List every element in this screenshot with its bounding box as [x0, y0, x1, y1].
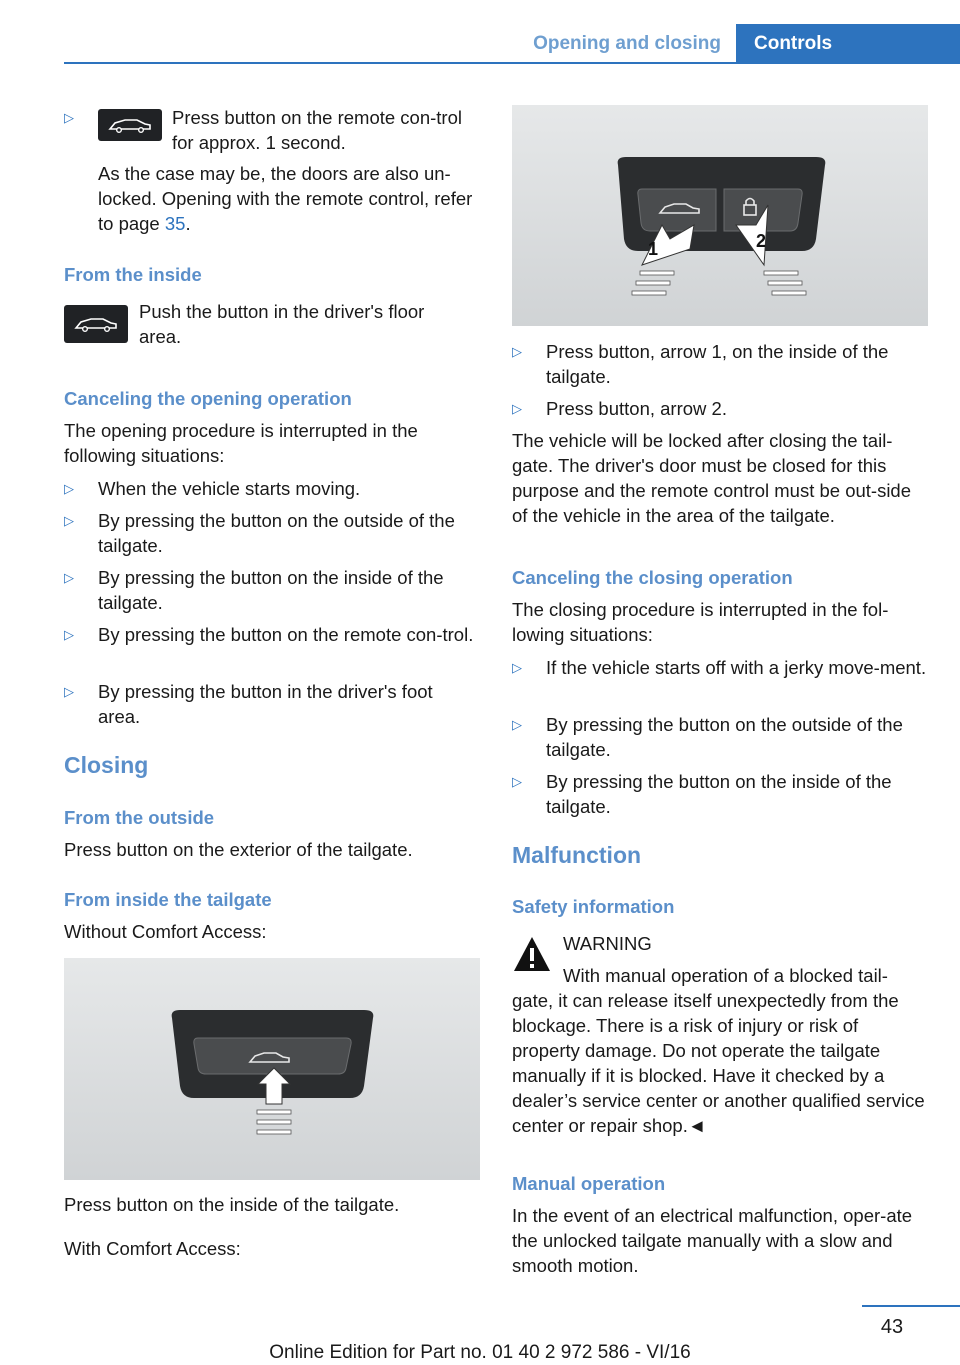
page-number: 43: [880, 1316, 904, 1338]
list-item: [512, 396, 927, 421]
tailgate-text: Without Comfort Access:: [64, 921, 267, 942]
header-section-title: Opening and closing: [533, 32, 721, 54]
page-link[interactable]: 35: [164, 213, 186, 234]
malfunction-heading: Malfunction: [512, 842, 642, 868]
list-item-text: By pressing the button on the inside of the tailgate.: [546, 771, 892, 817]
bullet-triangle-icon: ▷: [64, 684, 74, 699]
cancel-opening-intro: The opening procedure is interrupted in the following situations:: [64, 420, 418, 466]
car-tailgate-icon: [64, 305, 128, 343]
list-item: [64, 679, 479, 729]
lock-text: The vehicle will be locked after closing the tail-gate. The driver's door must be closed for this purpose and the remote control must be out-side of the vehicle in the area of the tailgate.: [512, 430, 912, 526]
list-item: [64, 476, 479, 501]
list-item-text: By pressing the button on the remote con-trol.: [98, 624, 474, 645]
tailgate-button-photo: [64, 958, 480, 1180]
list-item-text: By pressing the button on the inside of the tailgate.: [98, 567, 444, 613]
outside-heading: From the outside: [64, 807, 215, 828]
list-item: [64, 565, 479, 615]
bullet-triangle-icon: ▷: [512, 344, 522, 359]
footer-edition: Online Edition for Part no. 01 40 2 972 586 - VI/16: [269, 1342, 691, 1363]
list-item-text: Press button, arrow 1, on the inside of the tailgate.: [546, 341, 889, 387]
list-item-text: If the vehicle starts off with a jerky move-ment.: [546, 657, 927, 678]
remote-bullet-text: Press button on the remote con-trol for approx. 1 second.: [172, 107, 462, 153]
bullet-triangle-icon: ▷: [512, 660, 522, 675]
bullet-triangle-icon: ▷: [512, 717, 522, 732]
bullet-triangle-icon: ▷: [64, 513, 74, 528]
cancel-closing-intro: The closing procedure is interrupted in the fol-lowing situations:: [512, 599, 889, 645]
bullet-triangle-icon: ▷: [512, 401, 522, 416]
car-tailgate-icon: [98, 109, 162, 141]
manual-text: In the event of an electrical malfunction, oper-ate the unlocked tailgate manually with a slow and smooth motion.: [512, 1205, 913, 1276]
list-item: [512, 339, 927, 389]
bullet-triangle-icon: ▷: [512, 774, 522, 789]
list-item: [512, 712, 927, 762]
inside-text: Push the button in the driver's floor area.: [139, 301, 425, 347]
comfort-text: With Comfort Access:: [64, 1238, 241, 1259]
list-item-text: When the vehicle starts moving.: [98, 478, 361, 499]
list-item-text: Press button, arrow 2.: [546, 398, 727, 419]
list-item: [64, 622, 479, 647]
list-item-text: By pressing the button on the outside of the tailgate.: [98, 510, 455, 556]
inside-heading: From the inside: [64, 264, 202, 285]
list-item-text: By pressing the button in the driver's foot area.: [98, 681, 433, 727]
closing-heading: Closing: [64, 752, 149, 778]
cancel-closing-heading: Canceling the closing operation: [512, 567, 793, 588]
list-item: [512, 655, 927, 680]
header-chapter-tab: Controls: [736, 24, 960, 62]
bullet-triangle-icon: ▷: [64, 570, 74, 585]
cancel-opening-heading: Canceling the opening operation: [64, 388, 352, 409]
warning-title: WARNING: [563, 933, 652, 954]
list-item: [64, 508, 479, 558]
tailgate-two-buttons-photo: [512, 105, 928, 326]
manual-heading: Manual operation: [512, 1173, 666, 1194]
header-rule: [64, 62, 960, 64]
tailgate-heading: From inside the tailgate: [64, 889, 272, 910]
remote-bullet: [64, 105, 479, 155]
safety-heading: Safety information: [512, 896, 675, 917]
remote-note: [98, 161, 479, 236]
photo-caption: Press button on the inside of the tailgate.: [64, 1194, 400, 1215]
bullet-triangle-icon: ▷: [64, 110, 74, 125]
footer-rule: [862, 1305, 960, 1307]
remote-note-text: As the case may be, the doors are also un-locked. Opening with the remote control, refer to page: [98, 163, 473, 234]
outside-text: Press button on the exterior of the tailgate.: [64, 839, 413, 860]
bullet-triangle-icon: ▷: [64, 627, 74, 642]
warning-text: With manual operation of a blocked tail-gate, it can release itself unexpectedly from the blockage. There is a risk of injury or risk of property damage. Do not operate the tailgate manually if it is blocked. Have it checked by a dealer’s service center or another qualified service center or repair shop.◄: [512, 965, 925, 1136]
list-item: [512, 769, 927, 819]
arrow-label-2: 2: [756, 231, 767, 251]
bullet-triangle-icon: ▷: [64, 481, 74, 496]
remote-note-end: .: [185, 213, 191, 234]
arrow-label-1: 1: [648, 239, 659, 259]
list-item-text: By pressing the button on the outside of the tailgate.: [546, 714, 903, 760]
